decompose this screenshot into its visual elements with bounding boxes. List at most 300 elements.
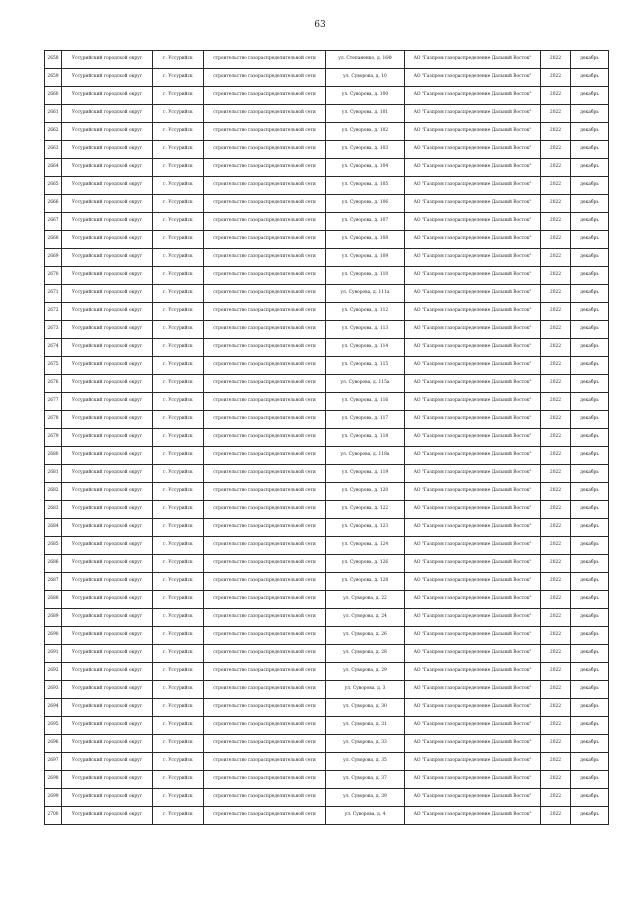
district-cell: Уссурийский городской округ bbox=[62, 87, 153, 105]
work-type-cell: строительство газораспределительной сети bbox=[204, 231, 326, 249]
year-cell: 2022 bbox=[541, 537, 571, 555]
month-cell: декабрь bbox=[571, 429, 609, 447]
year-cell: 2022 bbox=[541, 87, 571, 105]
operator-cell: АО "Газпром газораспределение Дальний Восток" bbox=[405, 69, 541, 87]
year-cell: 2022 bbox=[541, 51, 571, 69]
operator-cell: АО "Газпром газораспределение Дальний Восток" bbox=[405, 231, 541, 249]
work-type-cell: строительство газораспределительной сети bbox=[204, 69, 326, 87]
district-cell: Уссурийский городской округ bbox=[62, 663, 153, 681]
month-cell: декабрь bbox=[571, 411, 609, 429]
year-cell: 2022 bbox=[541, 411, 571, 429]
operator-cell: АО "Газпром газораспределение Дальний Восток" bbox=[405, 699, 541, 717]
address-cell: ул. Суворова, д. 118а bbox=[326, 447, 405, 465]
operator-cell: АО "Газпром газораспределение Дальний Восток" bbox=[405, 177, 541, 195]
work-type-cell: строительство газораспределительной сети bbox=[204, 339, 326, 357]
district-cell: Уссурийский городской округ bbox=[62, 591, 153, 609]
city-cell: г. Уссурийск bbox=[153, 645, 204, 663]
operator-cell: АО "Газпром газораспределение Дальний Восток" bbox=[405, 717, 541, 735]
year-cell: 2022 bbox=[541, 591, 571, 609]
address-cell: ул. Суворова, д. 107 bbox=[326, 213, 405, 231]
district-cell: Уссурийский городской округ bbox=[62, 231, 153, 249]
address-cell: ул. Суворова, д. 115а bbox=[326, 375, 405, 393]
district-cell: Уссурийский городской округ bbox=[62, 393, 153, 411]
row-number-cell: 2687 bbox=[45, 573, 62, 591]
district-cell: Уссурийский городской округ bbox=[62, 69, 153, 87]
district-cell: Уссурийский городской округ bbox=[62, 681, 153, 699]
row-number-cell: 2697 bbox=[45, 753, 62, 771]
work-type-cell: строительство газораспределительной сети bbox=[204, 573, 326, 591]
month-cell: декабрь bbox=[571, 321, 609, 339]
month-cell: декабрь bbox=[571, 447, 609, 465]
month-cell: декабрь bbox=[571, 807, 609, 825]
table-row bbox=[45, 339, 609, 357]
table-row bbox=[45, 573, 609, 591]
table-row bbox=[45, 627, 609, 645]
table-row bbox=[45, 51, 609, 69]
city-cell: г. Уссурийск bbox=[153, 807, 204, 825]
month-cell: декабрь bbox=[571, 717, 609, 735]
row-number-cell: 2670 bbox=[45, 267, 62, 285]
operator-cell: АО "Газпром газораспределение Дальний Восток" bbox=[405, 591, 541, 609]
table-row bbox=[45, 429, 609, 447]
address-cell: ул. Суворова, д. 103 bbox=[326, 141, 405, 159]
work-type-cell: строительство газораспределительной сети bbox=[204, 699, 326, 717]
month-cell: декабрь bbox=[571, 51, 609, 69]
city-cell: г. Уссурийск bbox=[153, 735, 204, 753]
month-cell: декабрь bbox=[571, 195, 609, 213]
table-row bbox=[45, 465, 609, 483]
address-cell: ул. Суворова, д. 101 bbox=[326, 105, 405, 123]
work-type-cell: строительство газораспределительной сети bbox=[204, 159, 326, 177]
address-cell: ул. Суворова, д. 118 bbox=[326, 429, 405, 447]
month-cell: декабрь bbox=[571, 753, 609, 771]
district-cell: Уссурийский городской округ bbox=[62, 213, 153, 231]
row-number-cell: 2696 bbox=[45, 735, 62, 753]
operator-cell: АО "Газпром газораспределение Дальний Восток" bbox=[405, 447, 541, 465]
city-cell: г. Уссурийск bbox=[153, 87, 204, 105]
work-type-cell: строительство газораспределительной сети bbox=[204, 519, 326, 537]
month-cell: декабрь bbox=[571, 213, 609, 231]
month-cell: декабрь bbox=[571, 159, 609, 177]
month-cell: декабрь bbox=[571, 699, 609, 717]
address-cell: ул. Суворова, д. 116 bbox=[326, 393, 405, 411]
district-cell: Уссурийский городской округ bbox=[62, 375, 153, 393]
district-cell: Уссурийский городской округ bbox=[62, 735, 153, 753]
address-cell: ул. Суворова, д. 33 bbox=[326, 735, 405, 753]
operator-cell: АО "Газпром газораспределение Дальний Восток" bbox=[405, 519, 541, 537]
year-cell: 2022 bbox=[541, 771, 571, 789]
table-row bbox=[45, 87, 609, 105]
row-number-cell: 2680 bbox=[45, 447, 62, 465]
address-cell: ул. Суворова, д. 106 bbox=[326, 195, 405, 213]
district-cell: Уссурийский городской округ bbox=[62, 627, 153, 645]
operator-cell: АО "Газпром газораспределение Дальний Восток" bbox=[405, 537, 541, 555]
table-row bbox=[45, 195, 609, 213]
month-cell: декабрь bbox=[571, 519, 609, 537]
address-cell: ул. Суворова, д. 31 bbox=[326, 717, 405, 735]
row-number-cell: 2695 bbox=[45, 717, 62, 735]
address-cell: ул. Суворова, д. 3 bbox=[326, 681, 405, 699]
operator-cell: АО "Газпром газораспределение Дальний Восток" bbox=[405, 105, 541, 123]
year-cell: 2022 bbox=[541, 717, 571, 735]
year-cell: 2022 bbox=[541, 609, 571, 627]
month-cell: декабрь bbox=[571, 627, 609, 645]
table-row bbox=[45, 807, 609, 825]
row-number-cell: 2669 bbox=[45, 249, 62, 267]
work-type-cell: строительство газораспределительной сети bbox=[204, 105, 326, 123]
year-cell: 2022 bbox=[541, 429, 571, 447]
month-cell: декабрь bbox=[571, 393, 609, 411]
address-cell: ул. Суворова, д. 110 bbox=[326, 267, 405, 285]
row-number-cell: 2666 bbox=[45, 195, 62, 213]
year-cell: 2022 bbox=[541, 105, 571, 123]
row-number-cell: 2676 bbox=[45, 375, 62, 393]
work-type-cell: строительство газораспределительной сети bbox=[204, 267, 326, 285]
address-cell: ул. Суворова, д. 100 bbox=[326, 87, 405, 105]
city-cell: г. Уссурийск bbox=[153, 177, 204, 195]
month-cell: декабрь bbox=[571, 123, 609, 141]
work-type-cell: строительство газораспределительной сети bbox=[204, 303, 326, 321]
address-cell: ул. Суворова, д. 113 bbox=[326, 321, 405, 339]
work-type-cell: строительство газораспределительной сети bbox=[204, 501, 326, 519]
table-row bbox=[45, 609, 609, 627]
table-row bbox=[45, 717, 609, 735]
row-number-cell: 2660 bbox=[45, 87, 62, 105]
district-cell: Уссурийский городской округ bbox=[62, 339, 153, 357]
row-number-cell: 2672 bbox=[45, 303, 62, 321]
work-type-cell: строительство газораспределительной сети bbox=[204, 447, 326, 465]
city-cell: г. Уссурийск bbox=[153, 123, 204, 141]
district-cell: Уссурийский городской округ bbox=[62, 789, 153, 807]
table-row bbox=[45, 411, 609, 429]
address-cell: ул. Суворова, д. 105 bbox=[326, 177, 405, 195]
work-type-cell: строительство газораспределительной сети bbox=[204, 753, 326, 771]
table-row bbox=[45, 753, 609, 771]
address-cell: ул. Суворова, д. 115 bbox=[326, 357, 405, 375]
address-cell: ул. Суворова, д. 126 bbox=[326, 555, 405, 573]
year-cell: 2022 bbox=[541, 159, 571, 177]
district-cell: Уссурийский городской округ bbox=[62, 303, 153, 321]
row-number-cell: 2665 bbox=[45, 177, 62, 195]
row-number-cell: 2698 bbox=[45, 771, 62, 789]
month-cell: декабрь bbox=[571, 303, 609, 321]
operator-cell: АО "Газпром газораспределение Дальний Восток" bbox=[405, 195, 541, 213]
month-cell: декабрь bbox=[571, 645, 609, 663]
row-number-cell: 2682 bbox=[45, 483, 62, 501]
year-cell: 2022 bbox=[541, 69, 571, 87]
district-cell: Уссурийский городской округ bbox=[62, 483, 153, 501]
city-cell: г. Уссурийск bbox=[153, 465, 204, 483]
operator-cell: АО "Газпром газораспределение Дальний Восток" bbox=[405, 771, 541, 789]
year-cell: 2022 bbox=[541, 141, 571, 159]
operator-cell: АО "Газпром газораспределение Дальний Восток" bbox=[405, 645, 541, 663]
month-cell: декабрь bbox=[571, 231, 609, 249]
work-type-cell: строительство газораспределительной сети bbox=[204, 663, 326, 681]
city-cell: г. Уссурийск bbox=[153, 51, 204, 69]
row-number-cell: 2686 bbox=[45, 555, 62, 573]
table-row bbox=[45, 681, 609, 699]
city-cell: г. Уссурийск bbox=[153, 285, 204, 303]
operator-cell: АО "Газпром газораспределение Дальний Восток" bbox=[405, 159, 541, 177]
month-cell: декабрь bbox=[571, 537, 609, 555]
month-cell: декабрь bbox=[571, 267, 609, 285]
operator-cell: АО "Газпром газораспределение Дальний Восток" bbox=[405, 483, 541, 501]
year-cell: 2022 bbox=[541, 123, 571, 141]
table-row bbox=[45, 321, 609, 339]
work-type-cell: строительство газораспределительной сети bbox=[204, 249, 326, 267]
row-number-cell: 2691 bbox=[45, 645, 62, 663]
operator-cell: АО "Газпром газораспределение Дальний Восток" bbox=[405, 249, 541, 267]
district-cell: Уссурийский городской округ bbox=[62, 195, 153, 213]
district-cell: Уссурийский городской округ bbox=[62, 519, 153, 537]
operator-cell: АО "Газпром газораспределение Дальний Восток" bbox=[405, 285, 541, 303]
city-cell: г. Уссурийск bbox=[153, 69, 204, 87]
district-cell: Уссурийский городской округ bbox=[62, 159, 153, 177]
year-cell: 2022 bbox=[541, 501, 571, 519]
table-row bbox=[45, 447, 609, 465]
city-cell: г. Уссурийск bbox=[153, 591, 204, 609]
work-type-cell: строительство газораспределительной сети bbox=[204, 285, 326, 303]
year-cell: 2022 bbox=[541, 483, 571, 501]
city-cell: г. Уссурийск bbox=[153, 249, 204, 267]
work-type-cell: строительство газораспределительной сети bbox=[204, 411, 326, 429]
work-type-cell: строительство газораспределительной сети bbox=[204, 591, 326, 609]
city-cell: г. Уссурийск bbox=[153, 267, 204, 285]
city-cell: г. Уссурийск bbox=[153, 357, 204, 375]
district-cell: Уссурийский городской округ bbox=[62, 717, 153, 735]
district-cell: Уссурийский городской округ bbox=[62, 285, 153, 303]
year-cell: 2022 bbox=[541, 285, 571, 303]
address-cell: ул. Суворова, д. 24 bbox=[326, 609, 405, 627]
table-row bbox=[45, 645, 609, 663]
row-number-cell: 2688 bbox=[45, 591, 62, 609]
address-cell: ул. Суворова, д. 22 bbox=[326, 591, 405, 609]
table-row bbox=[45, 357, 609, 375]
table-row bbox=[45, 699, 609, 717]
month-cell: декабрь bbox=[571, 483, 609, 501]
row-number-cell: 2675 bbox=[45, 357, 62, 375]
city-cell: г. Уссурийск bbox=[153, 375, 204, 393]
work-type-cell: строительство газораспределительной сети bbox=[204, 51, 326, 69]
month-cell: декабрь bbox=[571, 357, 609, 375]
work-type-cell: строительство газораспределительной сети bbox=[204, 123, 326, 141]
city-cell: г. Уссурийск bbox=[153, 717, 204, 735]
work-type-cell: строительство газораспределительной сети bbox=[204, 771, 326, 789]
row-number-cell: 2689 bbox=[45, 609, 62, 627]
operator-cell: АО "Газпром газораспределение Дальний Восток" bbox=[405, 357, 541, 375]
operator-cell: АО "Газпром газораспределение Дальний Восток" bbox=[405, 807, 541, 825]
month-cell: декабрь bbox=[571, 375, 609, 393]
row-number-cell: 2699 bbox=[45, 789, 62, 807]
address-cell: ул. Суворова, д. 111а bbox=[326, 285, 405, 303]
month-cell: декабрь bbox=[571, 609, 609, 627]
table-row bbox=[45, 267, 609, 285]
work-type-cell: строительство газораспределительной сети bbox=[204, 717, 326, 735]
address-cell: ул. Суворова, д. 109 bbox=[326, 249, 405, 267]
year-cell: 2022 bbox=[541, 627, 571, 645]
city-cell: г. Уссурийск bbox=[153, 393, 204, 411]
table-row bbox=[45, 735, 609, 753]
year-cell: 2022 bbox=[541, 735, 571, 753]
table-row bbox=[45, 501, 609, 519]
operator-cell: АО "Газпром газораспределение Дальний Восток" bbox=[405, 87, 541, 105]
row-number-cell: 2678 bbox=[45, 411, 62, 429]
operator-cell: АО "Газпром газораспределение Дальний Восток" bbox=[405, 555, 541, 573]
year-cell: 2022 bbox=[541, 645, 571, 663]
table-row bbox=[45, 177, 609, 195]
month-cell: декабрь bbox=[571, 735, 609, 753]
year-cell: 2022 bbox=[541, 447, 571, 465]
address-cell: ул. Суворова, д. 114 bbox=[326, 339, 405, 357]
year-cell: 2022 bbox=[541, 681, 571, 699]
year-cell: 2022 bbox=[541, 753, 571, 771]
work-type-cell: строительство газораспределительной сети bbox=[204, 429, 326, 447]
operator-cell: АО "Газпром газораспределение Дальний Восток" bbox=[405, 573, 541, 591]
address-cell: ул. Суворова, д. 124 bbox=[326, 537, 405, 555]
row-number-cell: 2667 bbox=[45, 213, 62, 231]
city-cell: г. Уссурийск bbox=[153, 627, 204, 645]
table-row bbox=[45, 285, 609, 303]
city-cell: г. Уссурийск bbox=[153, 429, 204, 447]
work-type-cell: строительство газораспределительной сети bbox=[204, 375, 326, 393]
row-number-cell: 2659 bbox=[45, 69, 62, 87]
operator-cell: АО "Газпром газораспределение Дальний Восток" bbox=[405, 663, 541, 681]
operator-cell: АО "Газпром газораспределение Дальний Восток" bbox=[405, 789, 541, 807]
district-cell: Уссурийский городской округ bbox=[62, 645, 153, 663]
address-cell: ул. Суворова, д. 117 bbox=[326, 411, 405, 429]
city-cell: г. Уссурийск bbox=[153, 663, 204, 681]
operator-cell: АО "Газпром газораспределение Дальний Восток" bbox=[405, 627, 541, 645]
year-cell: 2022 bbox=[541, 699, 571, 717]
month-cell: декабрь bbox=[571, 87, 609, 105]
table-row bbox=[45, 159, 609, 177]
city-cell: г. Уссурийск bbox=[153, 789, 204, 807]
month-cell: декабрь bbox=[571, 501, 609, 519]
year-cell: 2022 bbox=[541, 249, 571, 267]
city-cell: г. Уссурийск bbox=[153, 771, 204, 789]
district-cell: Уссурийский городской округ bbox=[62, 573, 153, 591]
work-type-cell: строительство газораспределительной сети bbox=[204, 357, 326, 375]
table-row bbox=[45, 519, 609, 537]
address-cell: ул. Суворова, д. 119 bbox=[326, 465, 405, 483]
table-row bbox=[45, 141, 609, 159]
address-cell: ул. Суворова, д. 30 bbox=[326, 699, 405, 717]
district-cell: Уссурийский городской округ bbox=[62, 249, 153, 267]
year-cell: 2022 bbox=[541, 177, 571, 195]
year-cell: 2022 bbox=[541, 231, 571, 249]
month-cell: декабрь bbox=[571, 681, 609, 699]
work-type-cell: строительство газораспределительной сети bbox=[204, 393, 326, 411]
district-cell: Уссурийский городской округ bbox=[62, 609, 153, 627]
district-cell: Уссурийский городской округ bbox=[62, 465, 153, 483]
operator-cell: АО "Газпром газораспределение Дальний Восток" bbox=[405, 375, 541, 393]
table-row bbox=[45, 393, 609, 411]
district-cell: Уссурийский городской округ bbox=[62, 357, 153, 375]
row-number-cell: 2690 bbox=[45, 627, 62, 645]
city-cell: г. Уссурийск bbox=[153, 753, 204, 771]
district-cell: Уссурийский городской округ bbox=[62, 141, 153, 159]
year-cell: 2022 bbox=[541, 573, 571, 591]
work-type-cell: строительство газораспределительной сети bbox=[204, 735, 326, 753]
operator-cell: АО "Газпром газораспределение Дальний Восток" bbox=[405, 753, 541, 771]
year-cell: 2022 bbox=[541, 519, 571, 537]
year-cell: 2022 bbox=[541, 807, 571, 825]
address-cell: ул. Суворова, д. 4 bbox=[326, 807, 405, 825]
table-row bbox=[45, 483, 609, 501]
month-cell: декабрь bbox=[571, 663, 609, 681]
table-row bbox=[45, 771, 609, 789]
operator-cell: АО "Газпром газораспределение Дальний Восток" bbox=[405, 267, 541, 285]
address-cell: ул. Суворова, д. 104 bbox=[326, 159, 405, 177]
row-number-cell: 2664 bbox=[45, 159, 62, 177]
registry-table bbox=[44, 50, 609, 825]
address-cell: ул. Суворова, д. 10 bbox=[326, 69, 405, 87]
month-cell: декабрь bbox=[571, 591, 609, 609]
work-type-cell: строительство газораспределительной сети bbox=[204, 609, 326, 627]
year-cell: 2022 bbox=[541, 267, 571, 285]
month-cell: декабрь bbox=[571, 771, 609, 789]
row-number-cell: 2700 bbox=[45, 807, 62, 825]
row-number-cell: 2663 bbox=[45, 141, 62, 159]
row-number-cell: 2661 bbox=[45, 105, 62, 123]
district-cell: Уссурийский городской округ bbox=[62, 501, 153, 519]
address-cell: ул. Суворова, д. 26 bbox=[326, 627, 405, 645]
address-cell: ул. Суворова, д. 29 bbox=[326, 663, 405, 681]
year-cell: 2022 bbox=[541, 321, 571, 339]
work-type-cell: строительство газораспределительной сети bbox=[204, 87, 326, 105]
year-cell: 2022 bbox=[541, 357, 571, 375]
address-cell: ул. Суворова, д. 39 bbox=[326, 789, 405, 807]
operator-cell: АО "Газпром газораспределение Дальний Восток" bbox=[405, 609, 541, 627]
year-cell: 2022 bbox=[541, 555, 571, 573]
work-type-cell: строительство газораспределительной сети bbox=[204, 321, 326, 339]
district-cell: Уссурийский городской округ bbox=[62, 771, 153, 789]
table-row bbox=[45, 123, 609, 141]
work-type-cell: строительство газораспределительной сети bbox=[204, 681, 326, 699]
page-number: 63 bbox=[314, 20, 326, 30]
table-row bbox=[45, 375, 609, 393]
city-cell: г. Уссурийск bbox=[153, 411, 204, 429]
table-row bbox=[45, 213, 609, 231]
work-type-cell: строительство газораспределительной сети bbox=[204, 537, 326, 555]
city-cell: г. Уссурийск bbox=[153, 105, 204, 123]
city-cell: г. Уссурийск bbox=[153, 699, 204, 717]
operator-cell: АО "Газпром газораспределение Дальний Восток" bbox=[405, 321, 541, 339]
address-cell: ул. Суворова, д. 123 bbox=[326, 519, 405, 537]
city-cell: г. Уссурийск bbox=[153, 609, 204, 627]
month-cell: декабрь bbox=[571, 249, 609, 267]
row-number-cell: 2674 bbox=[45, 339, 62, 357]
table-row bbox=[45, 249, 609, 267]
row-number-cell: 2673 bbox=[45, 321, 62, 339]
district-cell: Уссурийский городской округ bbox=[62, 321, 153, 339]
year-cell: 2022 bbox=[541, 375, 571, 393]
table-row bbox=[45, 537, 609, 555]
operator-cell: АО "Газпром газораспределение Дальний Восток" bbox=[405, 465, 541, 483]
address-cell: ул. Суворова, д. 37 bbox=[326, 771, 405, 789]
address-cell: ул. Степаненко, д. 16Ф bbox=[326, 51, 405, 69]
row-number-cell: 2677 bbox=[45, 393, 62, 411]
city-cell: г. Уссурийск bbox=[153, 213, 204, 231]
month-cell: декабрь bbox=[571, 141, 609, 159]
year-cell: 2022 bbox=[541, 789, 571, 807]
operator-cell: АО "Газпром газораспределение Дальний Восток" bbox=[405, 123, 541, 141]
district-cell: Уссурийский городской округ bbox=[62, 123, 153, 141]
operator-cell: АО "Газпром газораспределение Дальний Восток" bbox=[405, 213, 541, 231]
work-type-cell: строительство газораспределительной сети bbox=[204, 789, 326, 807]
city-cell: г. Уссурийск bbox=[153, 681, 204, 699]
year-cell: 2022 bbox=[541, 213, 571, 231]
